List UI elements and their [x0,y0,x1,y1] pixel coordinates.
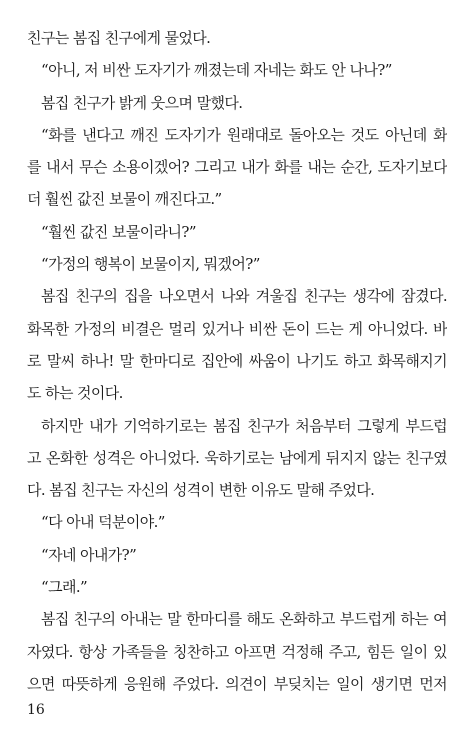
text-line: 하지만 내가 기억하기로는 봄집 친구가 처음부터 그렇게 부드럽 [41,416,447,435]
text-line: 를 내서 무슨 소용이겠어? 그리고 내가 화를 내는 순간, 도자기보다 [27,158,447,177]
text-line: “그래.” [41,578,88,597]
text-line: 다. 봄집 친구는 자신의 성격이 변한 이유도 말해 주었다. [27,481,375,500]
text-line: 으면 따뜻하게 응원해 주었다. 의견이 부딪치는 일이 생기면 먼저 [27,674,447,693]
text-line: “가정의 행복이 보물이지, 뭐겠어?” [41,255,260,274]
text-line: 봄집 친구가 밝게 웃으며 말했다. [41,93,243,112]
page-number: 16 [27,702,45,718]
text-line: “화를 낸다고 깨진 도자기가 원래대로 돌아오는 것도 아닌데 화 [41,125,447,144]
text-line: 화목한 가정의 비결은 멀리 있거나 비싼 돈이 드는 게 아니었다. 바 [27,319,447,338]
text-line: 친구는 봄집 친구에게 물었다. [27,29,211,47]
text-line: 더 훨씬 값진 보물이 깨진다고.” [27,190,222,209]
text-line: 도 하는 것이다. [27,384,123,403]
text-line: 봄집 친구의 아내는 말 한마디를 해도 온화하고 부드럽게 하는 여 [41,610,447,629]
text-line: 봄집 친구의 집을 나오면서 나와 겨울집 친구는 생각에 잠겼다. [41,287,447,306]
text-line: “자네 아내가?” [41,545,137,564]
text-line: “다 아내 덕분이야.” [41,513,165,532]
text-line: “훨씬 값진 보물이라니?” [41,222,196,241]
text-line: 자였다. 항상 가족들을 칭찬하고 아프면 걱정해 주고, 힘든 일이 있 [27,642,447,661]
text-line: “아니, 저 비싼 도자기가 깨졌는데 자네는 화도 안 나나?” [41,61,392,80]
text-line: 고 온화한 성격은 아니었다. 욱하기로는 남에게 뒤지지 않는 친구였 [27,448,447,467]
body-text [27,22,447,700]
text-line: 로 말씨 하나! 말 한마디로 집안에 싸움이 나기도 하고 화목해지기 [27,351,447,370]
